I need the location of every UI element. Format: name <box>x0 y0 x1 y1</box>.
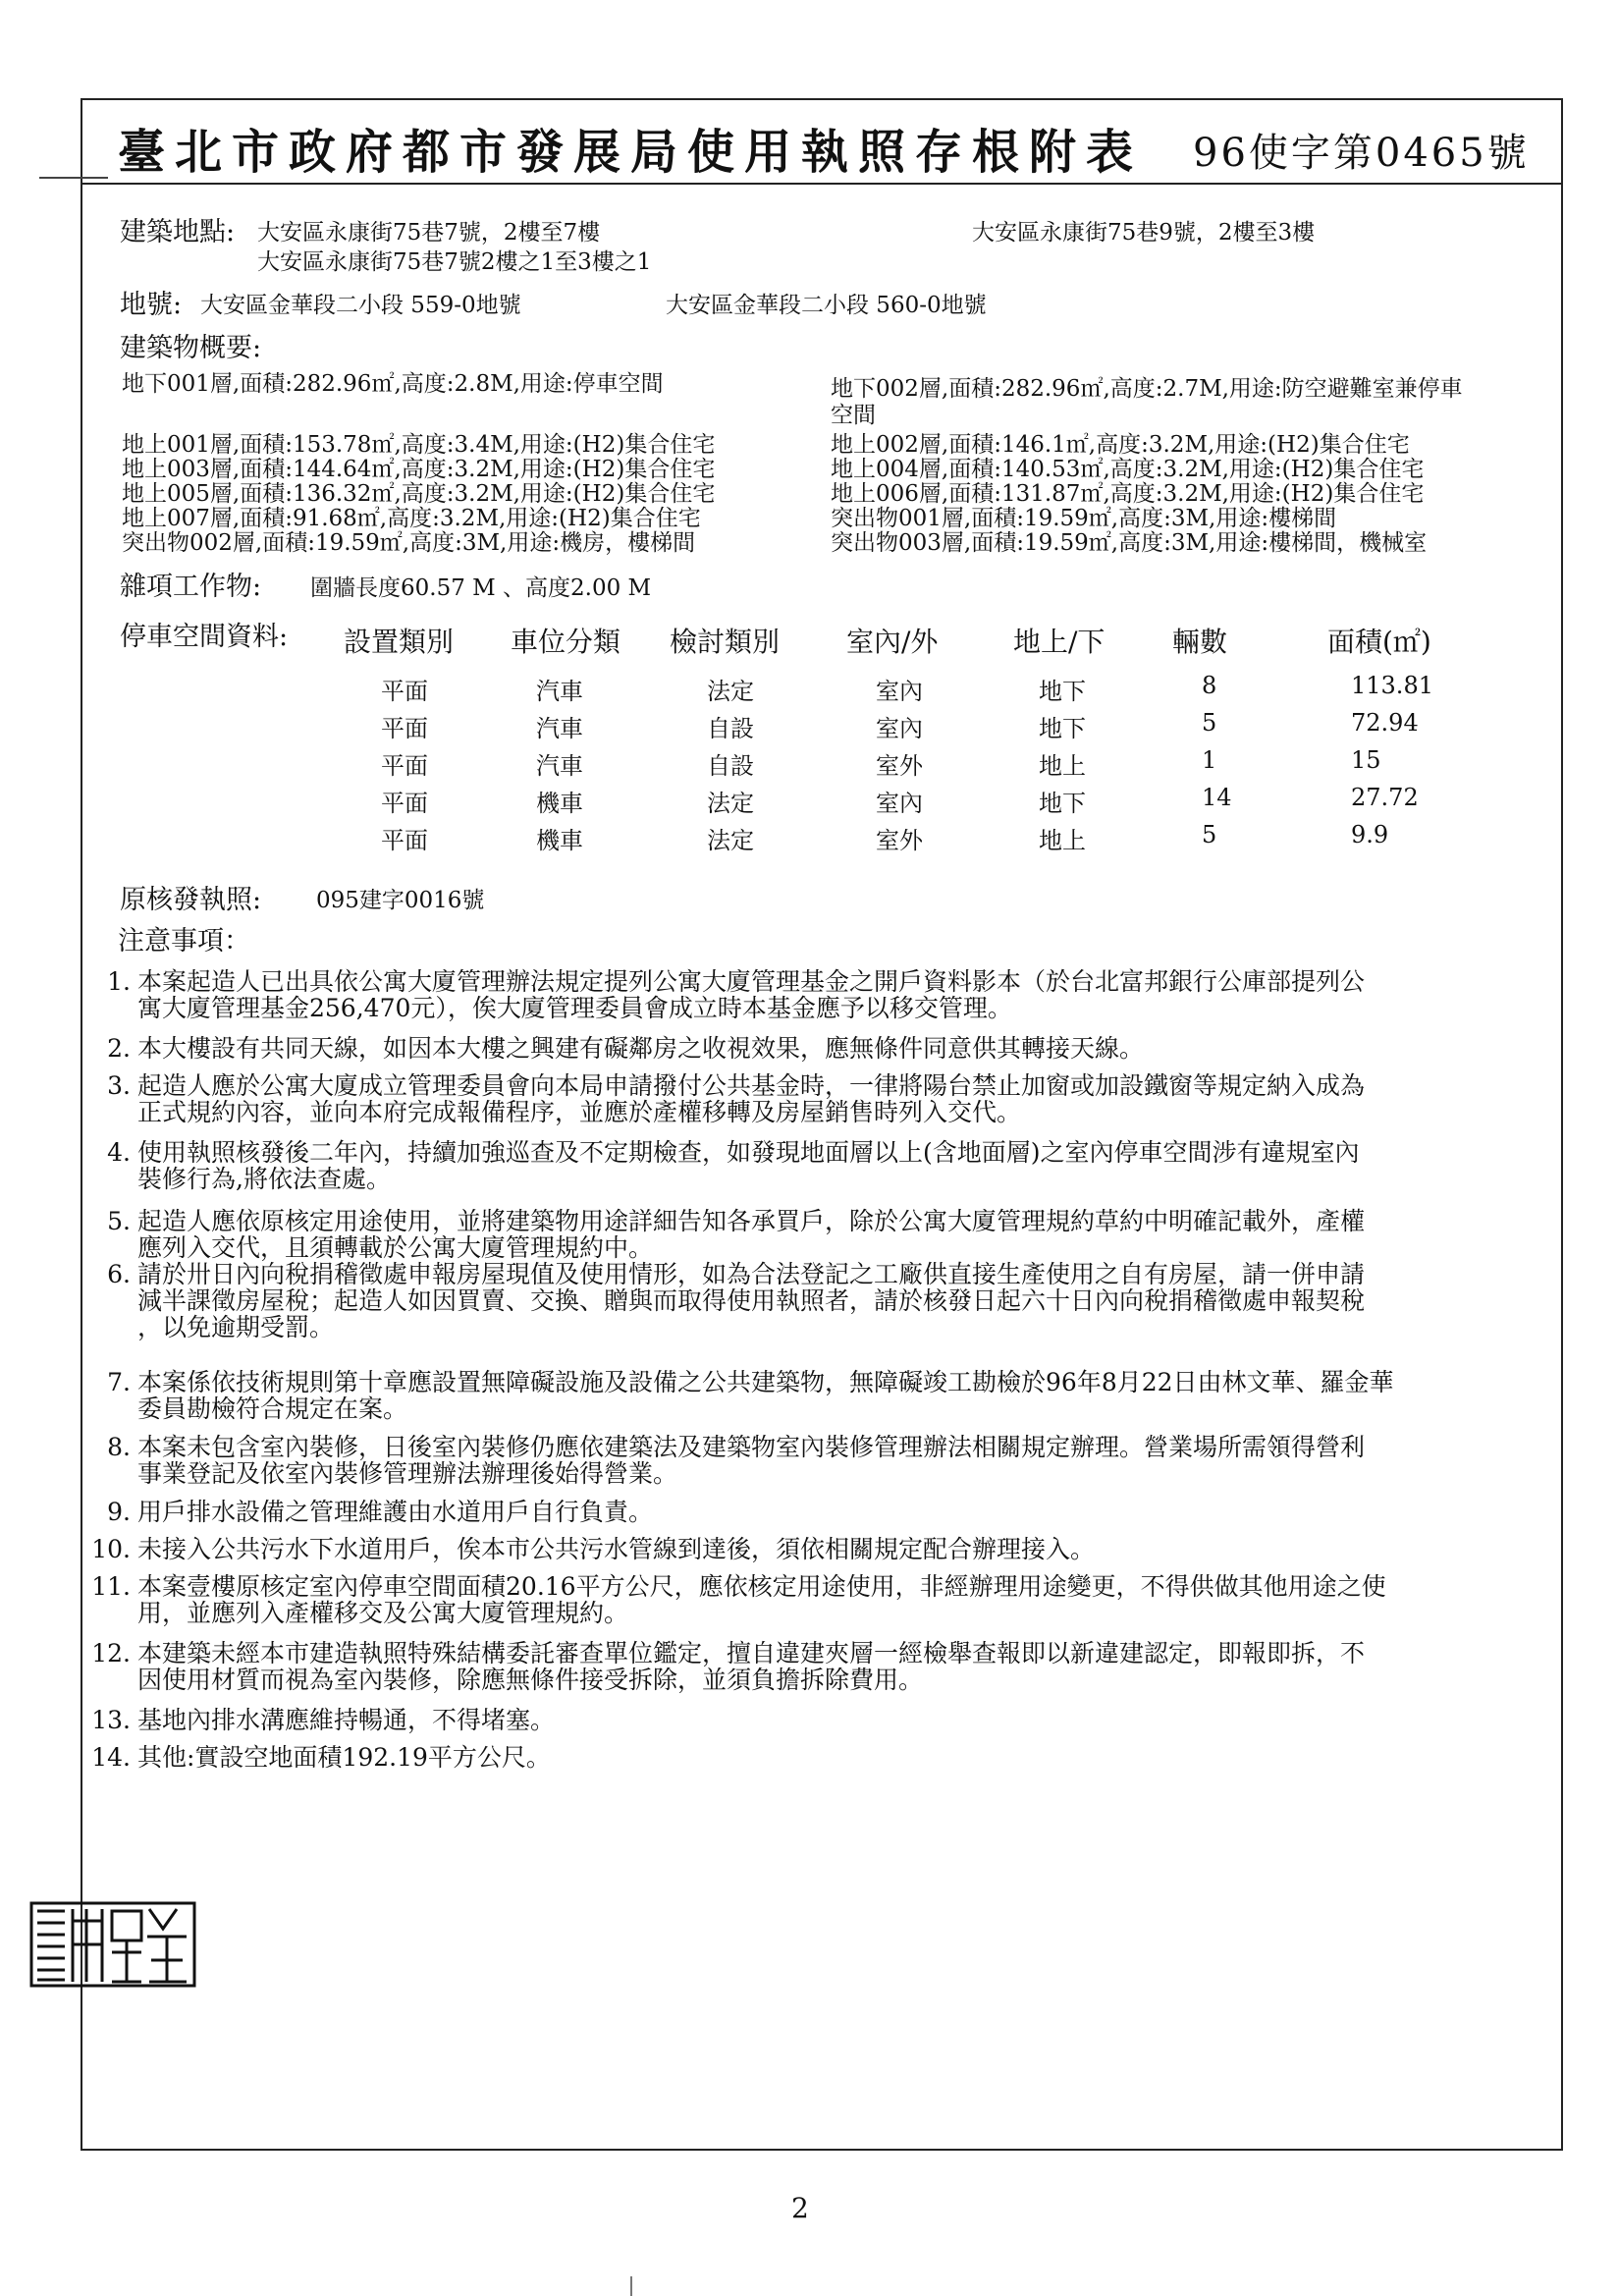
parking-cell: 機車 <box>536 790 583 817</box>
building-floor-line: 突出物003層,面積:19.59㎡,高度:3M,用途:樓梯間，機械室 <box>831 530 1428 556</box>
official-seal <box>29 1901 196 1988</box>
note-item <box>107 1034 1532 1063</box>
parking-cell: 室內 <box>876 790 923 817</box>
note-line: 起造人應依原核定用途使用，並將建築物用途詳細告知各承買戶，除於公寓大廈管理規約草約中明確記載外，產權 <box>137 1207 1366 1235</box>
parking-cell: 室內 <box>876 678 923 705</box>
note-line: 起造人應於公寓大廈成立管理委員會向本局申請撥付公共基金時，一律將陽台禁止加窗或加設鐵窗等規定納入成為 <box>137 1071 1366 1100</box>
note-line: 本案起造人已出具依公寓大廈管理辦法規定提列公寓大廈管理基金之開戶資料影本（於台北富邦銀行公庫部提列公 <box>137 967 1366 996</box>
note-item <box>107 1260 1532 1341</box>
lot-value-1: 大安區金華段二小段 559-0地號 <box>200 293 521 318</box>
note-item <box>91 1572 1532 1627</box>
parking-cell: 27.72 <box>1351 784 1419 811</box>
note-line: 減半課徵房屋稅；起造人如因買賣、交換、贈與而取得使用執照者，請於核發日起六十日內向稅捐稽徵處申報契稅 <box>137 1286 1366 1315</box>
parking-cell: 平面 <box>381 790 428 817</box>
misc-value: 圍牆長度60.57 M 、高度2.00 M <box>310 575 652 601</box>
note-line: 寓大廈管理基金256,470元），俟大廈管理委員會成立時本基金應予以移交管理。 <box>137 994 1012 1022</box>
parking-cell: 72.94 <box>1351 709 1419 737</box>
parking-cell: 室外 <box>876 752 923 780</box>
note-line: 正式規約內容，並向本府完成報備程序，並應於產權移轉及房屋銷售時列入交代。 <box>137 1098 1022 1126</box>
parking-cell: 地下 <box>1039 715 1086 742</box>
parking-cell: 1 <box>1202 746 1217 774</box>
page-number: 2 <box>791 2192 809 2224</box>
parking-col-header: 室內/外 <box>846 626 939 658</box>
building-floor-line: 地上007層,面積:91.68㎡,高度:3.2M,用途:(H2)集合住宅 <box>122 506 701 531</box>
building-floor-line: 地上006層,面積:131.87㎡,高度:3.2M,用途:(H2)集合住宅 <box>831 481 1425 507</box>
address-line-1: 大安區永康街75巷7號，2樓至7樓 <box>257 220 601 246</box>
parking-cell: 地下 <box>1039 678 1086 705</box>
building-floor-line: 突出物001層,面積:19.59㎡,高度:3M,用途:樓梯間 <box>831 506 1337 531</box>
parking-col-header: 檢討類別 <box>670 626 781 658</box>
parking-cell: 汽車 <box>536 678 583 705</box>
note-line: 裝修行為,將依法查處。 <box>137 1165 391 1193</box>
scan-mark <box>39 177 108 179</box>
parking-cell: 5 <box>1202 821 1217 848</box>
scan-edge-mark <box>630 2276 632 2296</box>
note-number: 12. <box>91 1639 131 1667</box>
building-floor-line: 地下001層,面積:282.96㎡,高度:2.8M,用途:停車空間 <box>122 371 664 397</box>
parking-cell: 室內 <box>876 715 923 742</box>
parking-cell: 法定 <box>707 790 754 817</box>
note-item <box>107 1138 1532 1193</box>
note-item <box>107 1368 1532 1423</box>
building-floor-line: 突出物002層,面積:19.59㎡,高度:3M,用途:機房，樓梯間 <box>122 530 696 556</box>
building-label: 建築物概要: <box>120 333 262 363</box>
parking-cell: 平面 <box>381 678 428 705</box>
note-number: 6. <box>107 1260 131 1288</box>
building-floor-line: 地上001層,面積:153.78㎡,高度:3.4M,用途:(H2)集合住宅 <box>122 432 716 458</box>
building-floor-line: 地下002層,面積:282.96㎡,高度:2.7M,用途:防空避難室兼停車 <box>831 376 1463 402</box>
note-number: 4. <box>107 1138 131 1167</box>
note-item <box>107 1433 1532 1488</box>
parking-col-header: 地上/下 <box>1013 626 1106 658</box>
note-number: 11. <box>91 1572 131 1601</box>
note-line: 用戶排水設備之管理維護由水道用戶自行負責。 <box>137 1498 654 1526</box>
note-number: 10. <box>91 1535 131 1563</box>
parking-cell: 室外 <box>876 827 923 854</box>
note-number: 3. <box>107 1071 131 1100</box>
document-title: 臺北市政府都市發展局使用執照存根附表 <box>118 125 1144 180</box>
permit-number: 96使字第0465號 <box>1193 131 1530 176</box>
note-number: 14. <box>91 1743 131 1772</box>
note-item <box>107 1207 1532 1262</box>
note-item <box>107 967 1532 1022</box>
note-item <box>91 1535 1532 1563</box>
address-line-1-right: 大安區永康街75巷9號，2樓至3樓 <box>972 220 1316 246</box>
building-floor-line: 地上005層,面積:136.32㎡,高度:3.2M,用途:(H2)集合住宅 <box>122 481 716 507</box>
parking-cell: 汽車 <box>536 715 583 742</box>
parking-label: 停車空間資料: <box>120 622 289 652</box>
note-item <box>107 1498 1532 1526</box>
note-item <box>91 1743 1532 1772</box>
note-number: 7. <box>107 1368 131 1396</box>
note-line: 本案未包含室內裝修，日後室內裝修仍應依建築法及建築物室內裝修管理辦法相關規定辦理。營業場所需領得營利 <box>137 1433 1366 1461</box>
parking-cell: 5 <box>1202 709 1217 737</box>
parking-col-header: 設置類別 <box>344 626 455 658</box>
note-item <box>91 1706 1532 1734</box>
address-line-2: 大安區永康街75巷7號2樓之1至3樓之1 <box>257 249 652 275</box>
parking-cell: 8 <box>1202 672 1217 699</box>
note-line: 本大樓設有共同天線，如因本大樓之興建有礙鄰房之收視效果，應無條件同意供其轉接天線。 <box>137 1034 1145 1063</box>
parking-col-header: 車位分類 <box>511 626 621 658</box>
lot-label: 地號: <box>120 290 183 320</box>
original-permit-label: 原核發執照: <box>120 885 262 915</box>
parking-cell: 9.9 <box>1351 821 1389 848</box>
original-permit-value: 095建字0016號 <box>316 888 485 913</box>
parking-cell: 平面 <box>381 827 428 854</box>
address-label: 建築地點: <box>120 217 236 247</box>
parking-cell: 14 <box>1202 784 1232 811</box>
note-line: 本建築未經本市建造執照特殊結構委託審查單位鑑定，擅自違建夾層一經檢舉查報即以新違建認定，即報即拆，不 <box>137 1639 1366 1667</box>
notes-label: 注意事項： <box>118 926 250 957</box>
title-rule <box>81 183 1563 185</box>
misc-label: 雜項工作物: <box>120 572 262 602</box>
parking-cell: 地上 <box>1039 827 1086 854</box>
note-item <box>91 1639 1532 1694</box>
note-line: 應列入交代，且須轉載於公寓大廈管理規約中。 <box>137 1233 654 1262</box>
parking-cell: 15 <box>1351 746 1381 774</box>
note-line: 用，並應列入產權移交及公寓大廈管理規約。 <box>137 1599 629 1627</box>
building-floor-line: 地上002層,面積:146.1㎡,高度:3.2M,用途:(H2)集合住宅 <box>831 432 1410 458</box>
note-number: 2. <box>107 1034 131 1063</box>
note-line: 委員勘檢符合規定在案。 <box>137 1394 408 1423</box>
note-number: 8. <box>107 1433 131 1461</box>
parking-col-header: 面積(㎡) <box>1327 626 1431 658</box>
note-line: 使用執照核發後二年內，持續加強巡查及不定期檢查，如發現地面層以上(含地面層)之室內停車空間涉有違規室內 <box>137 1138 1360 1167</box>
note-line: 基地內排水溝應維持暢通，不得堵塞。 <box>137 1706 556 1734</box>
parking-col-header: 輛數 <box>1172 626 1228 658</box>
note-line: ，以免逾期受罰。 <box>137 1313 335 1341</box>
note-line: 其他:實設空地面積192.19平方公尺。 <box>137 1743 551 1772</box>
parking-cell: 地下 <box>1039 790 1086 817</box>
parking-cell: 平面 <box>381 715 428 742</box>
note-line: 本案壹樓原核定室內停車空間面積20.16平方公尺，應依核定用途使用，非經辦理用途變更，不得供做其他用途之使 <box>137 1572 1386 1601</box>
parking-cell: 地上 <box>1039 752 1086 780</box>
note-line: 請於卅日內向稅捐稽徵處申報房屋現值及使用情形，如為合法登記之工廠供直接生產使用之自有房屋，請一併申請 <box>137 1260 1366 1288</box>
building-floor-line: 地上004層,面積:140.53㎡,高度:3.2M,用途:(H2)集合住宅 <box>831 457 1425 482</box>
building-floor-line: 地上003層,面積:144.64㎡,高度:3.2M,用途:(H2)集合住宅 <box>122 457 716 482</box>
note-number: 9. <box>107 1498 131 1526</box>
note-number: 1. <box>107 967 131 996</box>
note-number: 13. <box>91 1706 131 1734</box>
building-floor-line: 空間 <box>831 403 876 428</box>
note-line: 本案係依技術規則第十章應設置無障礙設施及設備之公共建築物，無障礙竣工勘檢於96年8月22日由林文華、羅金華 <box>137 1368 1394 1396</box>
parking-cell: 汽車 <box>536 752 583 780</box>
parking-cell: 機車 <box>536 827 583 854</box>
parking-cell: 自設 <box>707 715 754 742</box>
note-line: 因使用材質而視為室內裝修，除應無條件接受拆除，並須負擔拆除費用。 <box>137 1666 924 1694</box>
parking-cell: 平面 <box>381 752 428 780</box>
lot-value-2: 大安區金華段二小段 560-0地號 <box>666 293 987 318</box>
note-number: 5. <box>107 1207 131 1235</box>
note-line: 未接入公共污水下水道用戶，俟本市公共污水管線到達後，須依相關規定配合辦理接入。 <box>137 1535 1096 1563</box>
parking-cell: 法定 <box>707 827 754 854</box>
parking-cell: 113.81 <box>1351 672 1433 699</box>
parking-cell: 法定 <box>707 678 754 705</box>
note-item <box>107 1071 1532 1126</box>
note-line: 事業登記及依室內裝修管理辦法辦理後始得營業。 <box>137 1459 678 1488</box>
parking-cell: 自設 <box>707 752 754 780</box>
